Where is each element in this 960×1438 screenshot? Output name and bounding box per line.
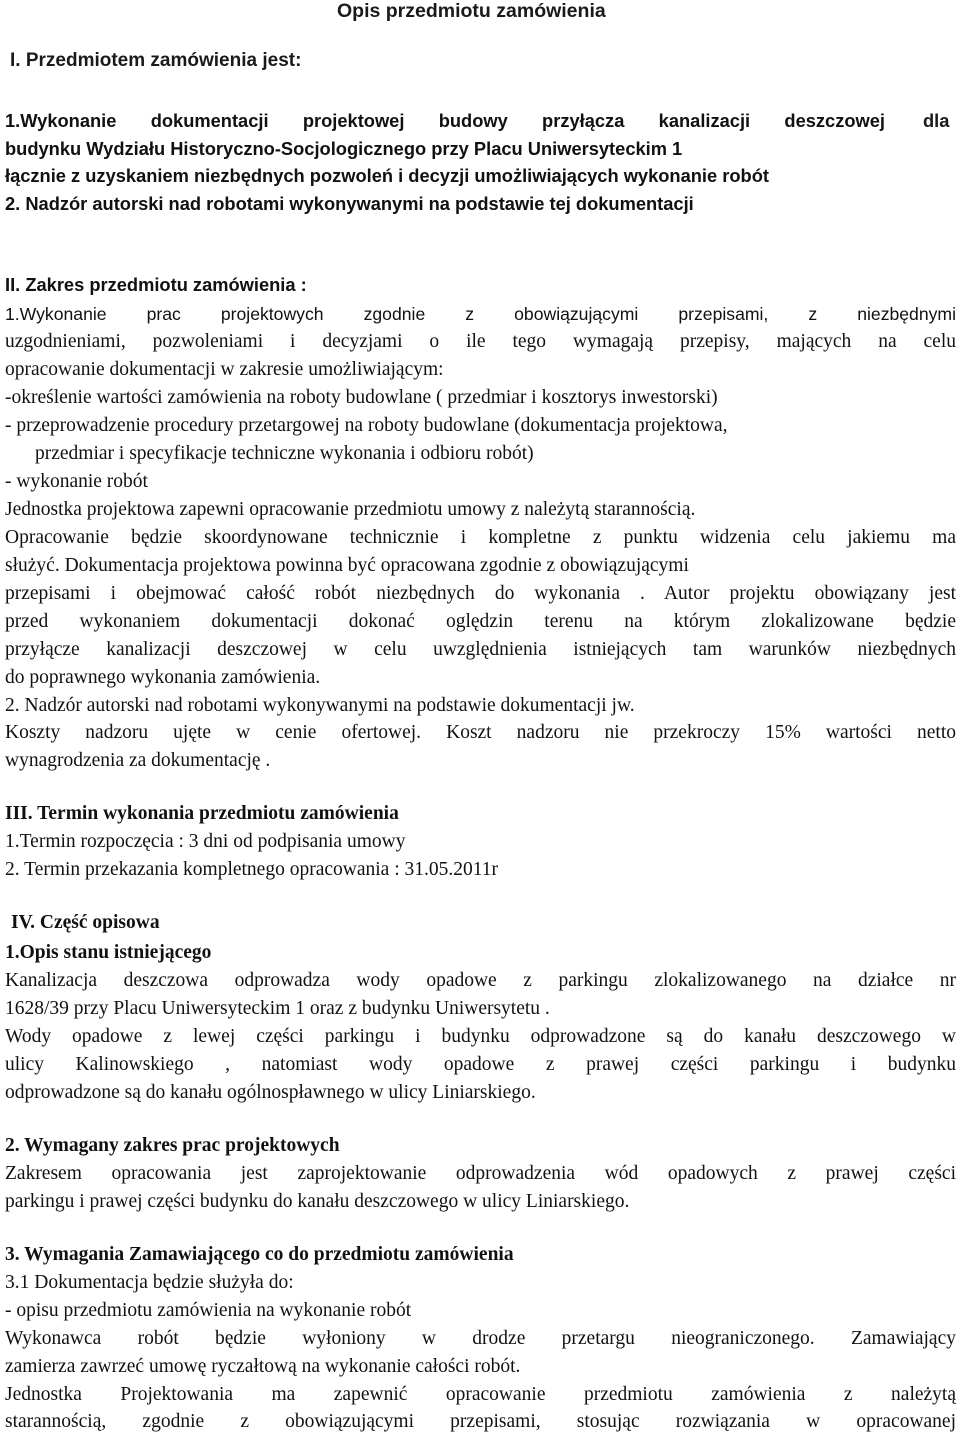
section-2-line-9: Opracowanie będzie skoordynowane technicznie i kompletne z punktu widzenia celu jakiemu ma (5, 527, 956, 548)
section-1-item-1-line-1-end: dla (923, 110, 950, 131)
section-2-line-3: opracowanie dokumentacji w zakresie umożliwiającym: (5, 359, 444, 380)
subsection-1-line-5: odprowadzone są do kanału ogólnospławnego w ulicy Liniarskiego. (5, 1082, 536, 1103)
subsection-1-line-1: Kanalizacja deszczowa odprowadza wody opadowe z parkingu zlokalizowanego na działce nr (5, 970, 956, 991)
section-2-line-7: - wykonanie robót (5, 471, 148, 492)
section-2-line-11: przepisami i obejmować całość robót niezbędnych do wykonania . Autor projektu obowiązany jest (5, 583, 956, 604)
subsection-1-line-2: 1628/39 przy Placu Uniwersyteckim 1 oraz z budynku Uniwersytetu . (5, 998, 550, 1019)
section-3-line-1: 1.Termin rozpoczęcia : 3 dni od podpisania umowy (5, 831, 406, 852)
section-2-line-2: uzgodnieniami, pozwoleniami i decyzjami o ile tego wymagają przepisy, mających na celu (5, 331, 956, 352)
section-2-line-12: przed wykonaniem dokumentacji dokonać oględzin terenu na którym zlokalizowane będzie (5, 611, 956, 632)
section-2-line-10: służyć. Dokumentacja projektowa powinna być opracowana zgodnie z obowiązującymi (5, 555, 689, 576)
subsection-1-line-4: ulicy Kalinowskiego , natomiast wody opadowe z prawej części parkingu i budynku (5, 1054, 956, 1075)
subsection-3-line-2: - opisu przedmiotu zamówienia na wykonanie robót (5, 1300, 412, 1321)
section-2-line-14: do poprawnego wykonania zamówienia. (5, 667, 321, 688)
section-1-heading: I. Przedmiotem zamówienia jest: (10, 50, 302, 71)
section-1-item-1-line-1: 1.Wykonanie dokumentacji projektowej budowy przyłącza kanalizacji deszczowej (5, 110, 885, 131)
section-2-line-4: -określenie wartości zamówienia na roboty budowlane ( przedmiar i kosztorys inwestorski) (5, 387, 718, 408)
section-1-item-1-line-3: łącznie z uzyskaniem niezbędnych pozwoleń i decyzji umożliwiających wykonanie robót (5, 165, 769, 186)
section-2-line-15: 2. Nadzór autorski nad robotami wykonywanymi na podstawie dokumentacji jw. (5, 695, 635, 716)
section-2-line-13: przyłącze kanalizacji deszczowej w celu uwzględnienia istniejących tam warunków niezbędnych (5, 639, 956, 660)
section-2-line-8: Jednostka projektowa zapewni opracowanie przedmiotu umowy z należytą starannością. (5, 499, 696, 520)
subsection-2-line-1: Zakresem opracowania jest zaprojektowanie odprowadzenia wód opadowych z prawej części (5, 1163, 956, 1184)
subsection-3-line-6: starannością, zgodnie z obowiązującymi przepisami, stosując rozwiązania w opracowanej (5, 1411, 956, 1432)
section-2-heading: II. Zakres przedmiotu zamówienia : (5, 274, 307, 295)
section-2-line-1: 1.Wykonanie prac projektowych zgodnie z obowiązującymi przepisami, z niezbędnymi (5, 304, 956, 324)
section-1-item-1-line-2: budynku Wydziału Historyczno-Socjologicznego przy Placu Uniwersyteckim 1 (5, 138, 683, 159)
document-title: Opis przedmiotu zamówienia (337, 0, 606, 22)
section-4-heading: IV. Część opisowa (11, 912, 160, 933)
subsection-3-heading: 3. Wymagania Zamawiającego co do przedmiotu zamówienia (5, 1244, 514, 1265)
section-2-line-5: - przeprowadzenie procedury przetargowej na roboty budowlane (dokumentacja projektowa, (5, 415, 728, 436)
section-3-line-2: 2. Termin przekazania kompletnego opracowania : 31.05.2011r (5, 859, 499, 880)
section-3-heading: III. Termin wykonania przedmiotu zamówienia (5, 803, 399, 824)
section-1-item-2: 2. Nadzór autorski nad robotami wykonywanymi na podstawie tej dokumentacji (5, 193, 694, 214)
section-2-line-17: wynagrodzenia za dokumentację . (5, 750, 271, 771)
subsection-3-line-3: Wykonawca robót będzie wyłoniony w drodze przetargu nieograniczonego. Zamawiający (5, 1328, 956, 1349)
subsection-1-heading: 1.Opis stanu istniejącego (5, 942, 212, 963)
subsection-3-line-4: zamierza zawrzeć umowę ryczałtową na wykonanie całości robót. (5, 1356, 521, 1377)
subsection-3-line-1: 3.1 Dokumentacja będzie służyła do: (5, 1272, 294, 1293)
subsection-2-heading: 2. Wymagany zakres prac projektowych (5, 1135, 340, 1156)
section-2-line-6: przedmiar i specyfikacje techniczne wykonania i odbioru robót) (35, 443, 534, 464)
section-2-line-16: Koszty nadzoru ujęte w cenie ofertowej. Koszt nadzoru nie przekroczy 15% wartości netto (5, 722, 956, 743)
subsection-1-line-3: Wody opadowe z lewej części parkingu i budynku odprowadzone są do kanału deszczowego w (5, 1026, 956, 1047)
subsection-3-line-5: Jednostka Projektowania ma zapewnić opracowanie przedmiotu zamówienia z należytą (5, 1384, 956, 1405)
subsection-2-line-2: parkingu i prawej części budynku do kanału deszczowego w ulicy Liniarskiego. (5, 1191, 630, 1212)
